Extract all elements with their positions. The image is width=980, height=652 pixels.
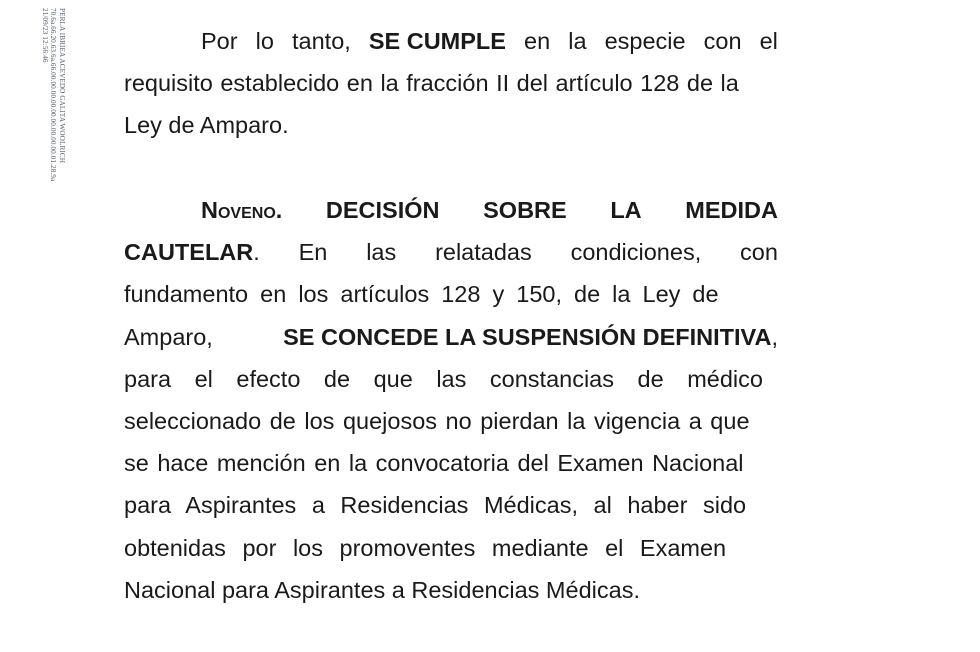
paragraph-conclusion bbox=[124, 20, 778, 147]
text-line: CAUTELAR. En las relatadas condiciones, con bbox=[124, 239, 778, 266]
section-heading: Noveno. DECISIÓN SOBRE LA MEDIDA bbox=[124, 189, 778, 231]
signature-datetime: 21/09/23 12:56:46 bbox=[40, 8, 49, 63]
text-line: se hace mención en la convocatoria del Examen Nacional bbox=[124, 450, 744, 477]
text-line: Ley de Amparo. bbox=[124, 112, 289, 139]
heading-noveno: Noveno. bbox=[201, 197, 283, 223]
text-line: Nacional para Aspirantes a Residencias Médicas. bbox=[124, 576, 640, 603]
text-line: para el efecto de que las constancias de médico bbox=[124, 365, 763, 392]
signer-name: PERLA IBRIEA ACEVEDO GALITA WOOLRICH bbox=[58, 8, 66, 164]
certificate-serial: 70.6a.66.20.63.6a.66.00.00.00.00.00.00.00.00.00.01.28.9a bbox=[49, 8, 58, 182]
text-line: seleccionado de los quejosos no pierdan la vigencia a que bbox=[124, 407, 750, 434]
text-line: para Aspirantes a Residencias Médicas, al haber sido bbox=[124, 492, 747, 519]
text-line: requisito establecido en la fracción II del artículo 128 de la bbox=[124, 70, 739, 97]
emphasis-suspension: SE CONCEDE LA SUSPENSIÓN DEFINITIVA bbox=[283, 323, 772, 350]
text-line: obtenidas por los promoventes mediante el Examen bbox=[124, 534, 727, 561]
paragraph-noveno bbox=[124, 189, 778, 611]
text-line: Amparo, SE CONCEDE LA SUSPENSIÓN DEFINITIVA, bbox=[124, 323, 778, 350]
text-line: fundamento en los artículos 128 y 150, de la Ley de bbox=[124, 281, 719, 308]
emphasis-se-cumple: SE CUMPLE bbox=[368, 28, 506, 54]
text-line: Por lo tanto, SE CUMPLE en la especie con el bbox=[124, 20, 778, 62]
electronic-signature-stamp bbox=[26, 8, 68, 238]
